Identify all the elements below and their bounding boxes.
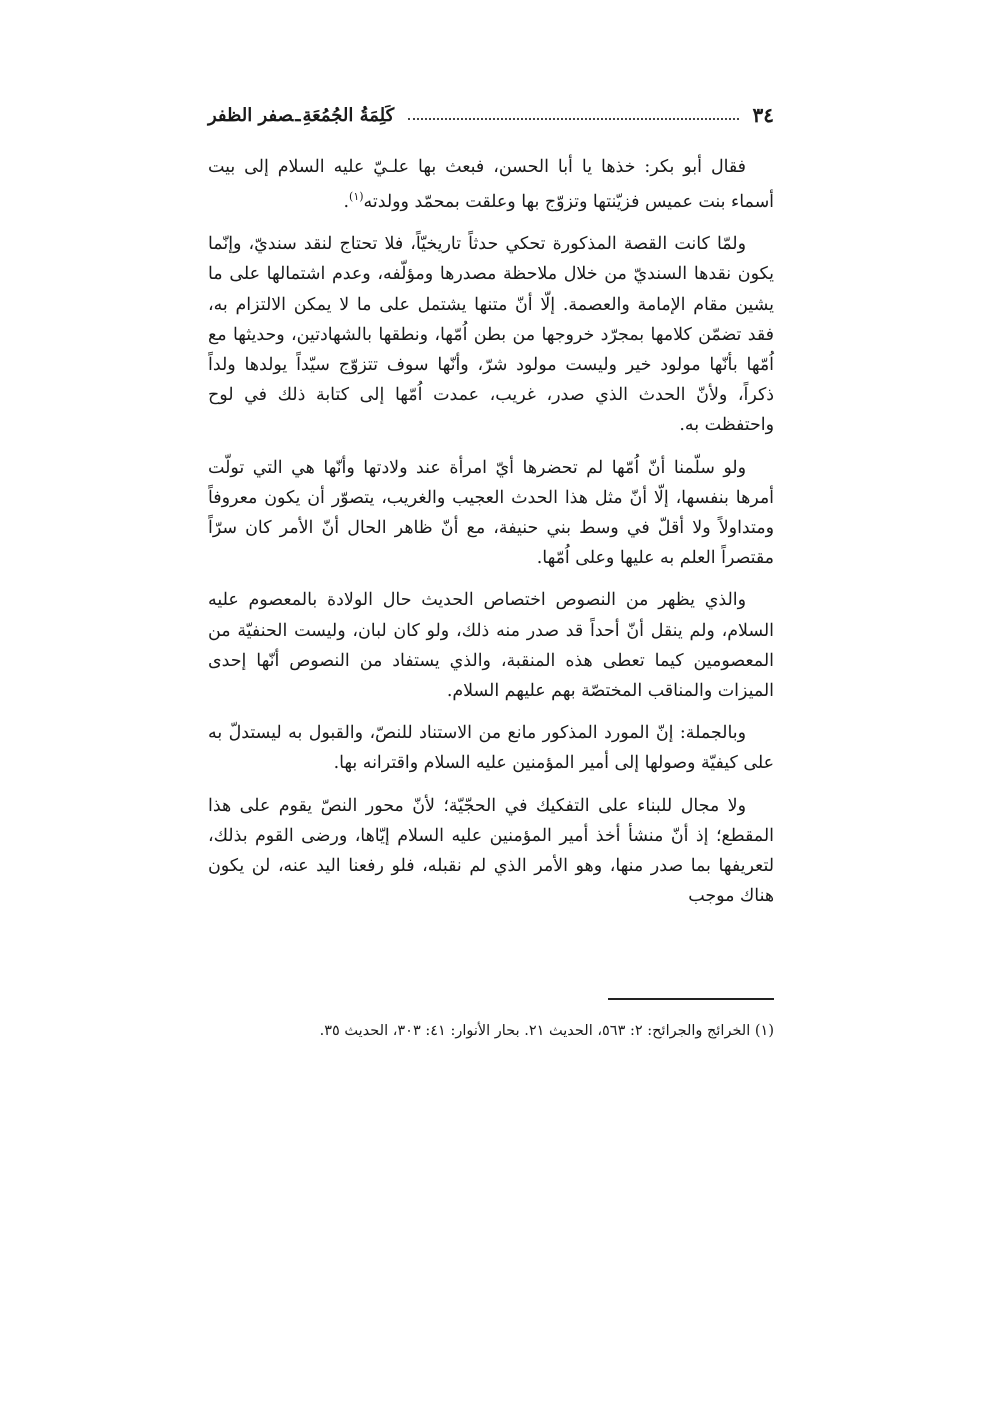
footnote: (١) الخرائج والجرائح: ٢: ٥٦٣، الحديث ٢١. بحار الأنوار: ٤١: ٣٠٣، الحديث ٣٥. <box>319 1023 774 1039</box>
paragraph-1 <box>208 152 774 217</box>
paragraph-1-tail: . <box>343 192 350 212</box>
body-text <box>208 152 774 923</box>
paragraph-2: ولمّا كانت القصة المذكورة تحكي حدثاً تاريخيّاً، فلا تحتاج لنقد سنديّ، وإنّما يكون نقدها السنديّ من خلال ملاحظة مصدرها ومؤلّفه، وعدم اشتمالها على ما يشين مقام الإمامة والعصمة. إلّا أنّ متنها يشتمل على ما لا يمكن الالتزام به، فقد تضمّن كلامها بمجرّد خروجها من بطن اُمّها، ونطقها بالشهادتين، وحديثها مع اُمّها بأنّها مولود خير وليست مولود شرّ، وأنّها سوف تتزوّج سيّداً يولدها ولداً ذكراً، ولأنّ الحدث الذي صدر، غريب، عمدت اُمّها إلى كتابة ذلك في لوح واحتفظت به. <box>208 234 774 436</box>
footnote-reference: (١) <box>349 190 364 204</box>
page-number: ٣٤ <box>752 103 774 127</box>
paragraph-3: ولو سلّمنا أنّ اُمّها لم تحضرها أيّ امرأة عند ولادتها وأنّها هي التي تولّت أمرها بنفسها، إلّا أنّ مثل هذا الحدث العجيب والغريب، يتصوّر أن يكون معروفاً ومتداولاً ولا أقلّ في وسط بني حنيفة، مع أنّ ظاهر الحال أنّ الأمر كان سرّاً مقتصراً العلم به عليها وعلى اُمّها. <box>208 457 774 569</box>
footnote-divider <box>608 998 774 1000</box>
running-title <box>208 105 394 126</box>
paragraph-5: وبالجملة: إنّ المورد المذكور مانع من الاستناد للنصّ، والقبول به ليستدلّ به على كيفيّة وصولها إلى أمير المؤمنين عليه السلام واقترانه بها. <box>208 723 774 774</box>
book-title: صفر الظفر <box>208 104 294 126</box>
paragraph-6: ولا مجال للبناء على التفكيك في الحجّيّة؛ لأنّ محور النصّ يقوم على هذا المقطع؛ إذ أنّ منشأ أخذ أمير المؤمنين عليه السلام إيّاها، ورضى القوم بذلك، لتعريفها بما صدر منها، وهو الأمر الذي لم نقبله، فلو رفعنا اليد عنه، لن يكون هناك موجب <box>208 795 774 907</box>
title-separator: ـ <box>295 104 301 126</box>
header-dotted-leader <box>408 118 738 120</box>
paragraph-1-text: فقال أبو بكر: خذها يا أبا الحسن، فبعث بها علـيّ عليه السلام إلى بيت أسماء بنت عميس فزيّنتها وتزوّج بها وعلقت بمحمّد وولدته <box>208 157 774 212</box>
page-header <box>208 98 774 132</box>
book-series: كَلِمَةُ الجُمُعَةِ <box>302 104 395 126</box>
paragraph-4: والذي يظهر من النصوص اختصاص الحديث حال الولادة بالمعصوم عليه السلام، ولم ينقل أنّ أحداً قد صدر منه ذلك، ولو كان لبان، وليست الحنفيّة من المعصومين كيما تعطى هذه المنقبة، والذي يستفاد من النصوص أنّها إحدى الميزات والمناقب المختصّة بهم عليهم السلام. <box>208 590 774 702</box>
